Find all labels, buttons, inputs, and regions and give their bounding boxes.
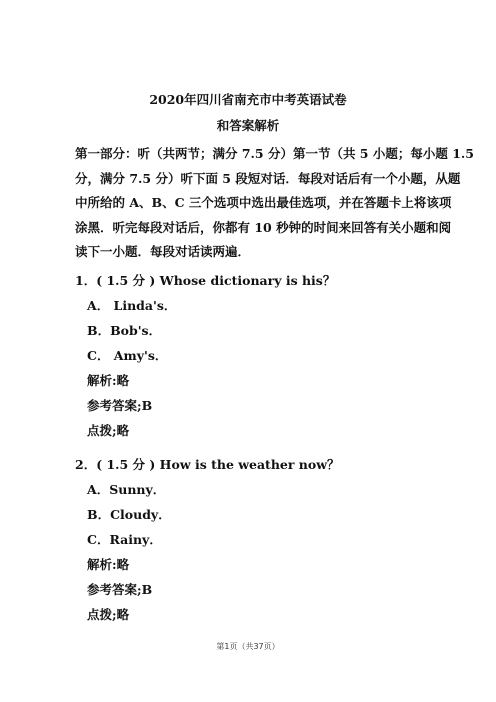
instruction-line: 涂黑．听完每段对话后，你都有 10 秒钟的时间来回答有关小题和阅 bbox=[75, 219, 452, 235]
question-2-option-c: C．Rainy． bbox=[87, 532, 162, 547]
question-2-option-b: B．Cloudy． bbox=[87, 507, 171, 522]
question-2-comment: 点拨;略 bbox=[87, 607, 130, 622]
document-title: 2020年四川省南充市中考英语试卷 bbox=[149, 92, 347, 107]
instruction-line: 第一部分：听（共两节；满分 7.5 分）第一节（共 5 小题；每小题 1.5 bbox=[75, 146, 474, 161]
question-2-option-a: A．Sunny． bbox=[87, 482, 166, 497]
page-footer: 第1页（共37页） bbox=[216, 642, 280, 651]
section-instructions bbox=[75, 142, 474, 265]
instruction-line: 读下一小题．每段对话读两遍． bbox=[75, 244, 251, 260]
document-subtitle: 和答案解析 bbox=[216, 118, 280, 133]
question-1-comment: 点拨;略 bbox=[87, 423, 130, 438]
instruction-line: 中所给的 A、B、C 三个选项中选出最佳选项，并在答题卡上将该项 bbox=[75, 195, 452, 211]
question-2-analysis: 解析:略 bbox=[87, 557, 130, 572]
question-1-stem: 1．( 1.5 分 ) Whose dictionary is his？ bbox=[75, 273, 336, 288]
question-1-answer: 参考答案;B bbox=[87, 398, 153, 413]
question-2-stem: 2．( 1.5 分 ) How is the weather now？ bbox=[75, 457, 340, 472]
question-1-option-c: C． Amy's． bbox=[87, 348, 168, 363]
question-2-answer: 参考答案;B bbox=[87, 582, 153, 597]
instruction-line: 分，满分 7.5 分）听下面 5 段短对话．每段对话后有一个小题，从题 bbox=[75, 170, 461, 186]
question-1-analysis: 解析:略 bbox=[87, 373, 130, 388]
question-1-option-a: A． Linda's． bbox=[87, 298, 177, 313]
question-1-option-b: B．Bob's． bbox=[87, 323, 162, 338]
